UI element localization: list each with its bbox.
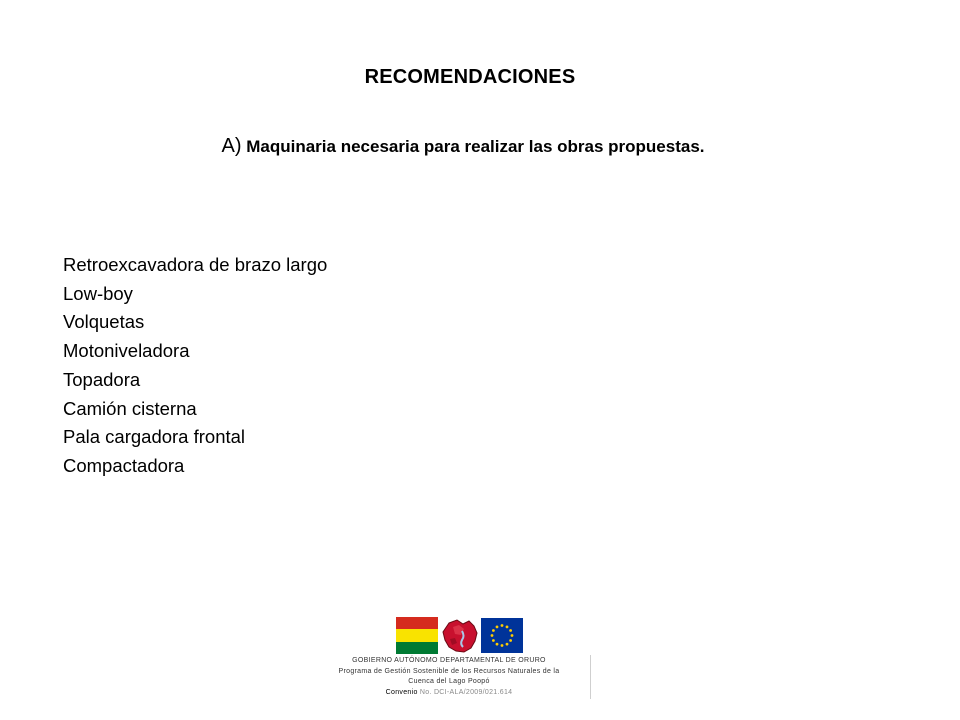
footer-line-government: GOBIERNO AUTÓNOMO DEPARTAMENTAL DE ORURO: [352, 657, 546, 664]
list-item: Retroexcavadora de brazo largo: [63, 254, 328, 275]
footer-line-basin: Cuenca del Lago Poopó: [408, 678, 490, 685]
list-item: Motoniveladora: [63, 340, 190, 362]
agreement-label: Convenio: [385, 688, 418, 696]
list-item: Pala cargadora frontal: [63, 426, 246, 448]
footer-line-program: Programa de Gestión Sostenible de los Recursos Naturales de la: [338, 667, 560, 675]
list-item: Volquetas: [63, 311, 145, 333]
list-item: Topadora: [63, 368, 141, 390]
machinery-list: [63, 251, 327, 481]
list-item: Low-boy: [63, 282, 133, 304]
bolivia-flag-green-band: [396, 642, 438, 654]
eu-flag-icon: [481, 618, 523, 653]
oruro-map-icon: [439, 617, 481, 655]
bolivia-flag-red-band: [396, 617, 438, 629]
footer-line-agreement: [306, 688, 592, 699]
logo-strip: [396, 617, 526, 655]
list-item: Camión cisterna: [63, 397, 197, 419]
agreement-number: No. DCI-ALA/2009/021.614: [419, 688, 513, 696]
footer-text: [306, 656, 592, 698]
page-title: RECOMENDACIONES: [364, 66, 576, 88]
subtitle-prefix: A): [221, 135, 242, 157]
subtitle-text: Maquinaria necesaria para realizar las obras propuestas.: [246, 137, 705, 156]
subtitle: [0, 135, 926, 158]
bolivia-flag-yellow-band: [396, 629, 438, 641]
list-item: Compactadora: [63, 454, 185, 476]
bolivia-flag-icon: [396, 617, 438, 654]
